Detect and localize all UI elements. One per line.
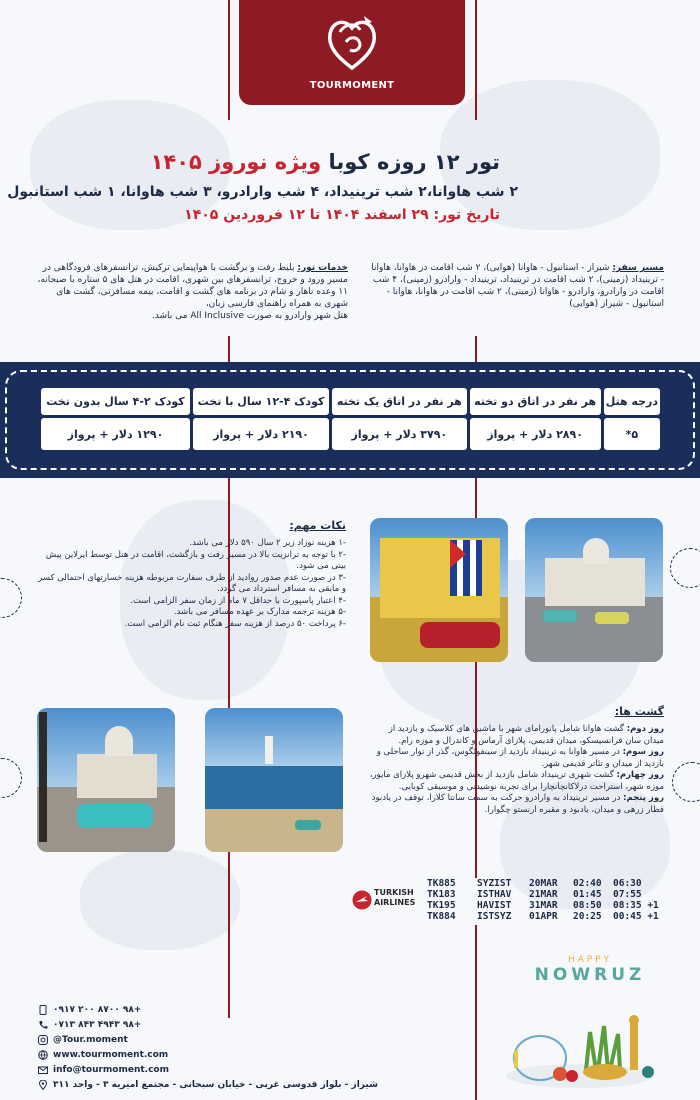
airline-logo [350,884,420,914]
flight-departure: 08:50 [573,900,602,911]
flight-date: 21MAR [529,889,558,900]
phone-number: ۰۹۱۷ ۲۰۰ ۸۷۰۰ ۹۸+ [53,1005,142,1015]
flight-date: 01APR [529,911,558,922]
haft-sin-table-icon [500,1012,660,1092]
note-item: -۳ در صورت عدم صدور روادید از طرف سفارت مربوطه هزینه خسارتهای احتمالی کسر و مابقی به مسافر استرداد می گردد. [38,572,346,594]
tour-text: در مسیر هاوانا به ترینیداد بازدید از سینفوئگوس، گذر از نوار ساحلی و بازدید از میدان و تئاتر قدیمی شهر. [376,747,664,769]
turkish-airlines-icon [352,890,372,910]
location-pin-icon [38,1080,48,1090]
price-table-row [41,418,660,450]
route-label: مسیر سفر: [612,263,664,273]
nowruz-word: NOWRUZ [534,965,646,985]
flight-row [427,889,663,900]
tour-day: روز سوم: [622,747,664,757]
services-description [36,262,348,322]
flight-arrival: 07:55 [613,889,642,900]
website-url: www.tourmoment.com [53,1050,169,1060]
photo-havana-malecon [205,708,343,852]
flight-schedule [427,878,663,922]
guide-line-right [475,0,477,120]
price-cell: ۲۱۹۰ دلار + پرواز [193,418,329,450]
note-item: -۵ هزینه ترجمه مدارک بر عهده مسافر می باشد. [173,607,346,617]
tours-title: گشت ها: [614,705,664,718]
note-item: -۲ با توجه به ترانزیت بالا در مسیر رفت و بازگشت، اقامت در هتل توسط ایرلاین پیش بینی می شود. [45,549,346,571]
email-address: info@tourmoment.com [53,1065,169,1075]
brand-name: TOURMOMENT [309,80,395,91]
nowruz-greeting [520,955,660,985]
flight-arrival: 00:45 +1 [613,911,659,922]
airline-name-line1: TURKISH [374,888,414,897]
tour-text: در مسیر ترینیداد به وارادرو حرکت به سمت سانتا کلارا، توقف در یادبود قطار زرهی و میدان، یادبود و مقبره ارنستو چگوارا. [371,793,664,815]
price-header-cell: کودک ۲-۴ سال بدون تخت [41,388,190,415]
airline-name [374,888,415,908]
price-header-cell: کودک ۴-۱۲ سال با تخت [193,388,329,415]
flight-route: SYZIST [477,878,512,889]
photo-havana-capitol-car [37,708,175,852]
price-table-header [41,388,660,415]
flight-arrival: 06:30 [613,878,642,889]
guide-line-left [228,0,230,120]
route-description [368,262,664,310]
notes-title: نکات مهم: [289,519,346,532]
tour-item [368,770,664,793]
guide-line-right [475,925,477,1100]
price-table [38,385,663,453]
flight-route: HAVIST [477,900,512,911]
flight-number: TK885 [427,878,456,889]
price-cell: ۲۸۹۰ دلار + پرواز [470,418,601,450]
flight-date: 31MAR [529,900,558,911]
guide-line-right [475,336,477,362]
price-section [0,362,700,478]
airline-name-line2: AIRLINES [374,898,416,907]
title-highlight: ویژه نوروز ۱۴۰۵ [150,150,322,174]
page-title [151,150,500,174]
tour-text: گشت هاوانا شامل پانورامای شهر با ماشین های کلاسیک و بازدید از میدان سان فرانسیسکو، میدان قدیمی، پلازای آرماس و کاندرال و موزه رام. [388,724,664,746]
note-item: -۶ پرداخت ۵۰ درصد از هزینه سفر هنگام ثبت نام الزامی است. [124,618,346,629]
tour-item [368,793,664,816]
tour-dates: تاریخ تور: ۲۹ اسفند ۱۴۰۴ تا ۱۲ فروردین ۱۴۰۵ [184,207,500,223]
heart-logo-icon [326,12,378,74]
tours-section [368,705,664,816]
tour-day: روز چهارم: [616,770,664,780]
note-item: -۴ اعتبار پاسپورت با حداقل ۷ ماه از زمان سفر الزامی است. [130,595,346,606]
brand-logo [239,0,465,105]
tour-text: گشت شهری ترینیداد شامل بازدید از بخش قدیمی شهرو پلازای مایور، موزه شهر، استراحت درلاکانچانچارا برای تجربه نوشیدنی و موسیقی کوبایی. [369,770,664,792]
flight-route: ISTHAV [477,889,512,900]
price-cell: ۵* [604,418,660,450]
globe-icon [38,1050,48,1060]
phone-icon [38,1020,48,1030]
flight-departure: 20:25 [573,911,602,922]
flight-departure: 01:45 [573,889,602,900]
price-cell: ۱۲۹۰ دلار + پرواز [41,418,190,450]
photo-trinidad-flag [370,518,508,662]
instagram-icon [38,1035,48,1045]
flight-arrival: 08:35 +1 [613,900,659,911]
flight-departure: 02:40 [573,878,602,889]
nowruz-happy: HAPPY [567,955,613,965]
flight-row [427,900,663,911]
address-text: شیراز - بلوار قدوسی غربی - خیابان سبحانی - مجتمع امیریه ۳ - واحد ۳۱۱ [53,1080,378,1090]
whatsapp-number: ۰۷۱۳ ۸۴۳ ۴۹۴۳ ۹۸+ [53,1020,142,1030]
tour-day: روز پنجم: [623,793,664,803]
flight-row [427,911,663,922]
photo-havana-capitol-street [525,518,663,662]
mobile-phone-icon [38,1005,48,1015]
services-text-2: هتل شهر وارادرو به صورت All Inclusive می باشد. [151,311,348,321]
itinerary-summary: ۲ شب هاوانا،۲ شب ترینیداد، ۴ شب وارادرو، ۳ شب هاوانا، ۱ شب استانبول [7,184,518,200]
flight-route: ISTSYZ [477,911,512,922]
email-icon [38,1065,48,1075]
price-cell: ۳۷۹۰ دلار + پرواز [332,418,466,450]
flight-number: TK183 [427,889,456,900]
tour-item [368,724,664,747]
flight-date: 20MAR [529,878,558,889]
tour-day: روز دوم: [626,724,664,734]
flight-number: TK884 [427,911,456,922]
instagram-handle: @Tour.moment [53,1035,128,1045]
tour-item [368,747,664,770]
services-label: خدمات تور: [297,263,348,273]
guide-line-left [228,336,230,362]
price-header-cell: هر نفر در اتاق دو تخته [470,388,601,415]
flight-number: TK195 [427,900,456,911]
price-header-cell: هر نفر در اتاق یک تخته [332,388,466,415]
price-header-cell: درجه هتل [604,388,660,415]
note-item: -۱ هزینه نوزاد زیر ۲ سال ۵۹۰ دلار می باشد. [189,538,346,548]
important-notes [36,519,346,630]
route-text: شیراز - استانبول - هاوانا (هوایی)، ۲ شب اقامت در هاوانا، هاوانا - ترینیداد (زمینی)، ۲ شب اقامت در ترینیداد، ترینیداد - وارادرو (زمینی)، ۴ شب اقامت در وارادرو، وارادرو - هاوانا (زمینی)، ۲ شب اقامت در هاوانا، هاوانا - استانبول - شیراز (هوایی) [371,263,664,309]
title-main: تور ۱۲ روزه کوبا [328,150,500,174]
services-text: بلیط رفت و برگشت با هواپیمایی ترکیش، ترانسفرهای فرودگاهی در مسیر ورود و خروج، ترانسفرهای بین شهری، اقامت در هتل های ۵ ستاره با صبحانه، ۱۱ وعده ناهار و شام در برنامه های گشت و اقامت، بیمه مسافرتی، گشت های شهری به همراه راهنمای فارسی زبان، [37,263,348,309]
flight-row [427,878,663,889]
